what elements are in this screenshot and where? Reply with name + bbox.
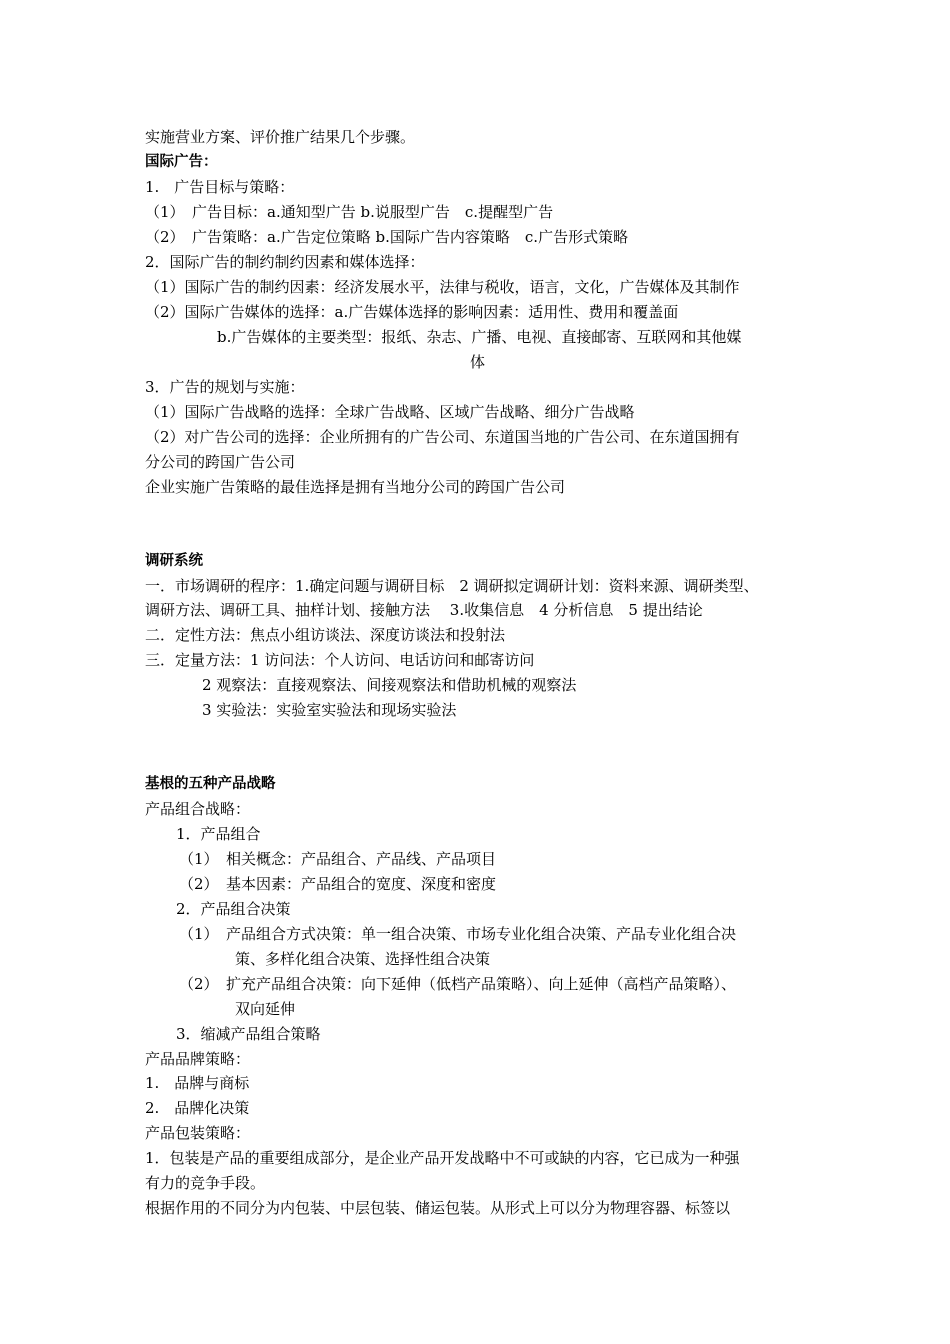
product-line: （2） 扩充产品组合决策：向下延伸（低档产品策略）、向上延伸（高档产品策略）、 bbox=[179, 975, 737, 993]
intl-ad-line: （2）国际广告媒体的选择：a.广告媒体选择的影响因素：适用性、费用和覆盖面 bbox=[145, 303, 679, 321]
product-line: 策、多样化组合决策、选择性组合决策 bbox=[235, 950, 491, 968]
research-line: 调研方法、调研工具、抽样计划、接触方法 3.收集信息 4 分析信息 5 提出结论 bbox=[145, 601, 703, 619]
product-line: 1．产品组合 bbox=[176, 825, 261, 843]
product-line: （2） 基本因素：产品组合的宽度、深度和密度 bbox=[179, 875, 497, 893]
research-heading: 调研系统 bbox=[145, 553, 203, 569]
research-line: 3 实验法：实验室实验法和现场实验法 bbox=[202, 701, 457, 719]
product-line: 2．产品组合决策 bbox=[176, 900, 291, 918]
intl-ad-line: （1） 广告目标：a.通知型广告 b.说服型广告 c.提醒型广告 bbox=[145, 203, 554, 221]
product-line: 根据作用的不同分为内包装、中层包装、储运包装。从形式上可以分为物理容器、标签以 bbox=[145, 1199, 731, 1217]
intl-ad-heading: 国际广告： bbox=[145, 154, 218, 170]
product-line: （1） 产品组合方式决策：单一组合决策、市场专业化组合决策、产品专业化组合决 bbox=[179, 925, 737, 943]
intl-ad-line: （2） 广告策略：a.广告定位策略 b.国际广告内容策略 c.广告形式策略 bbox=[145, 228, 629, 246]
intl-ad-line: 1. 广告目标与策略： bbox=[145, 178, 295, 196]
research-line: 一．市场调研的程序：1.确定问题与调研目标 2 调研拟定调研计划：资料来源、调研类型、 bbox=[145, 577, 759, 595]
product-line: 2. 品牌化决策 bbox=[145, 1099, 250, 1117]
product-line: 3．缩减产品组合策略 bbox=[176, 1025, 321, 1043]
product-line: 产品品牌策略： bbox=[145, 1050, 251, 1068]
product-line: 产品包装策略： bbox=[145, 1124, 251, 1142]
intl-ad-line: 2．国际广告的制约制约因素和媒体选择： bbox=[145, 253, 425, 271]
intl-ad-line: 企业实施广告策略的最佳选择是拥有当地分公司的跨国广告公司 bbox=[145, 478, 566, 496]
product-line: 1. 品牌与商标 bbox=[145, 1074, 250, 1092]
intl-ad-line: 分公司的跨国广告公司 bbox=[145, 453, 296, 471]
research-line: 二．定性方法：焦点小组访谈法、深度访谈法和投射法 bbox=[145, 626, 506, 644]
research-line: 三．定量方法：1 访问法：个人访问、电话访问和邮寄访问 bbox=[145, 651, 535, 669]
intl-ad-line: 体 bbox=[470, 353, 486, 371]
intl-ad-line: b.广告媒体的主要类型：报纸、杂志、广播、电视、直接邮寄、互联网和其他媒 bbox=[217, 328, 742, 346]
intl-ad-line: （1）国际广告的制约因素：经济发展水平，法律与税收，语言，文化，广告媒体及其制作 bbox=[145, 278, 740, 296]
product-line: 有力的竞争手段。 bbox=[145, 1174, 266, 1192]
product-line: 双向延伸 bbox=[235, 1000, 296, 1018]
product-heading: 基根的五种产品战略 bbox=[145, 776, 276, 792]
product-line: （1） 相关概念：产品组合、产品线、产品项目 bbox=[179, 850, 497, 868]
intl-ad-line: （2）对广告公司的选择：企业所拥有的广告公司、东道国当地的广告公司、在东道国拥有 bbox=[145, 428, 740, 446]
product-line: 产品组合战略： bbox=[145, 800, 251, 818]
intl-ad-line: （1）国际广告战略的选择：全球广告战略、区域广告战略、细分广告战略 bbox=[145, 403, 635, 421]
intl-ad-line: 3．广告的规划与实施： bbox=[145, 378, 305, 396]
product-line: 1．包装是产品的重要组成部分，是企业产品开发战略中不可或缺的内容，它已成为一种强 bbox=[145, 1149, 740, 1167]
research-line: 2 观察法：直接观察法、间接观察法和借助机械的观察法 bbox=[202, 676, 577, 694]
intro-tail-line: 实施营业方案、评价推广结果几个步骤。 bbox=[145, 128, 416, 146]
